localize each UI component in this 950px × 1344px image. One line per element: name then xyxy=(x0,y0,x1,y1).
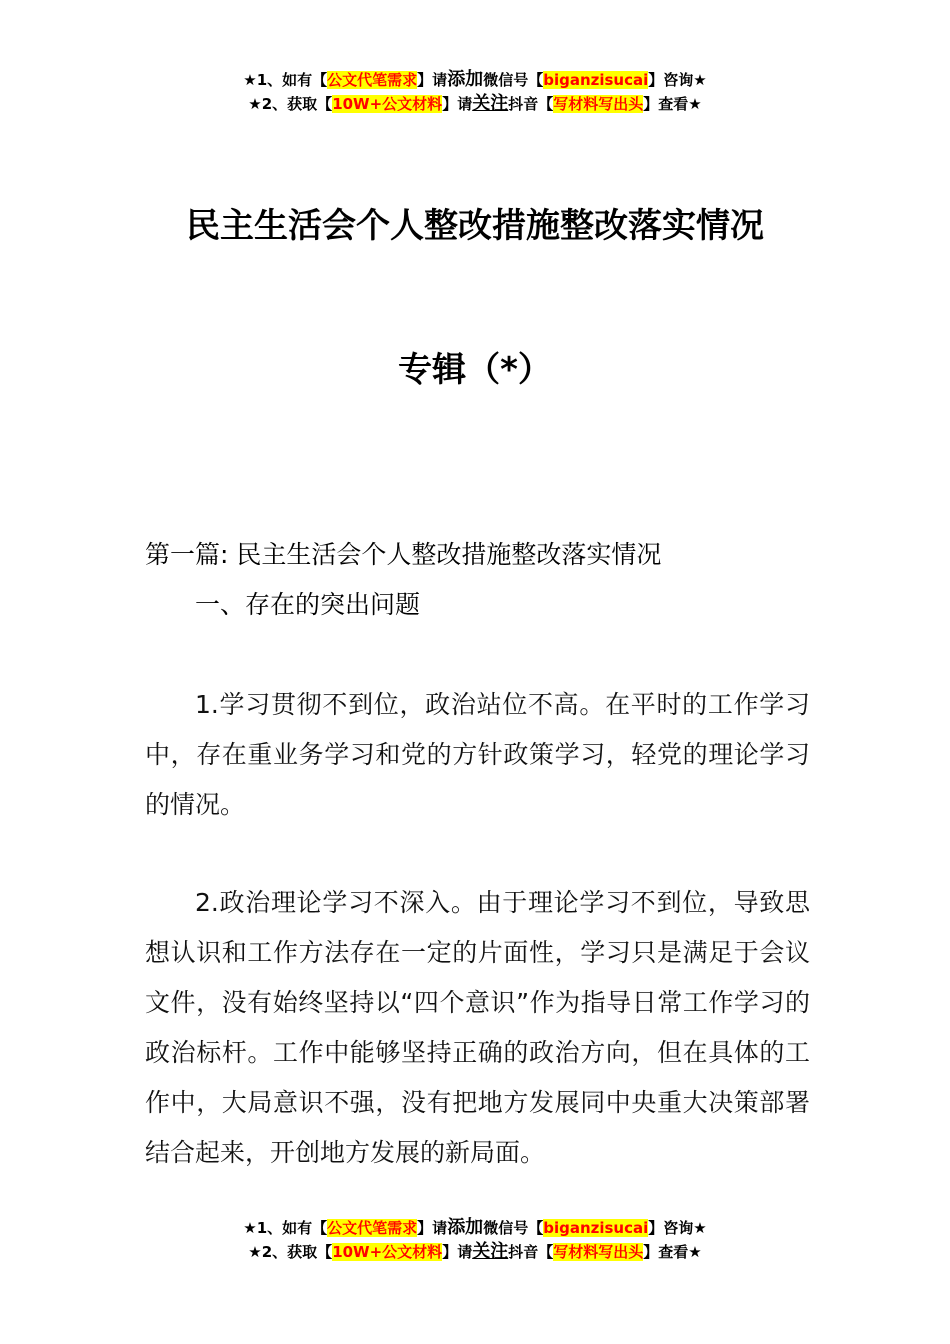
banner-highlight: biganzisucai xyxy=(543,71,649,89)
banner-highlight: 10W+公文材料 xyxy=(332,1243,443,1261)
document-title: 民主生活会个人整改措施整改落实情况 xyxy=(186,206,764,246)
banner-line-2 xyxy=(0,92,950,116)
document-subtitle: 专辑（*） xyxy=(398,350,552,390)
banner-text: 】咨询★ xyxy=(648,1219,707,1237)
banner-text: 】请 xyxy=(442,95,473,113)
banner-text: 】查看★ xyxy=(643,95,702,113)
banner-highlight: 公文代笔需求 xyxy=(327,1219,418,1237)
body-paragraph: 2.政治理论学习不深入。由于理论学习不到位，导致思想认识和工作方法存在一定的片面性，学习只是满足于会议文件，没有始终坚持以“四个意识”作为指导日常工作学习的政治标杆。工作中能够坚持正确的政治方向，但在具体的工作中，大局意识不强，没有把地方发展同中央重大决策部署结合起来，开创地方发展的新局面。 xyxy=(145,888,810,1167)
banner-text: 】请 xyxy=(442,1243,473,1261)
footer-banner xyxy=(0,1216,950,1264)
header-banner xyxy=(0,68,950,116)
banner-line-2 xyxy=(0,1240,950,1264)
banner-text: 微信号【 xyxy=(483,71,544,89)
banner-text: 】咨询★ xyxy=(648,71,707,89)
banner-text: 】请 xyxy=(417,71,448,89)
banner-emphasis: 添加 xyxy=(447,69,484,90)
banner-line-1 xyxy=(0,68,950,92)
article-heading: 第一篇: 民主生活会个人整改措施整改落实情况 xyxy=(145,540,662,569)
banner-emphasis: 添加 xyxy=(447,1217,484,1238)
banner-text: 抖音【 xyxy=(508,95,554,113)
banner-text: 微信号【 xyxy=(483,1219,544,1237)
banner-text: 】查看★ xyxy=(643,1243,702,1261)
banner-text: ★1、如有【 xyxy=(243,71,328,89)
banner-emphasis: 关注 xyxy=(472,93,509,114)
banner-highlight: 写材料写出头 xyxy=(553,1243,644,1261)
section-heading: 一、存在的突出问题 xyxy=(195,590,421,619)
banner-highlight: 公文代笔需求 xyxy=(327,71,418,89)
banner-text: ★2、获取【 xyxy=(248,1243,333,1261)
banner-text: ★1、如有【 xyxy=(243,1219,328,1237)
banner-highlight: 写材料写出头 xyxy=(553,95,644,113)
banner-text: ★2、获取【 xyxy=(248,95,333,113)
banner-highlight: 10W+公文材料 xyxy=(332,95,443,113)
banner-text: 】请 xyxy=(417,1219,448,1237)
body-paragraph: 1.学习贯彻不到位，政治站位不高。在平时的工作学习中，存在重业务学习和党的方针政策学习，轻党的理论学习的情况。 xyxy=(145,690,810,819)
banner-highlight: biganzisucai xyxy=(543,1219,649,1237)
banner-line-1 xyxy=(0,1216,950,1240)
banner-emphasis: 关注 xyxy=(472,1241,509,1262)
banner-text: 抖音【 xyxy=(508,1243,554,1261)
